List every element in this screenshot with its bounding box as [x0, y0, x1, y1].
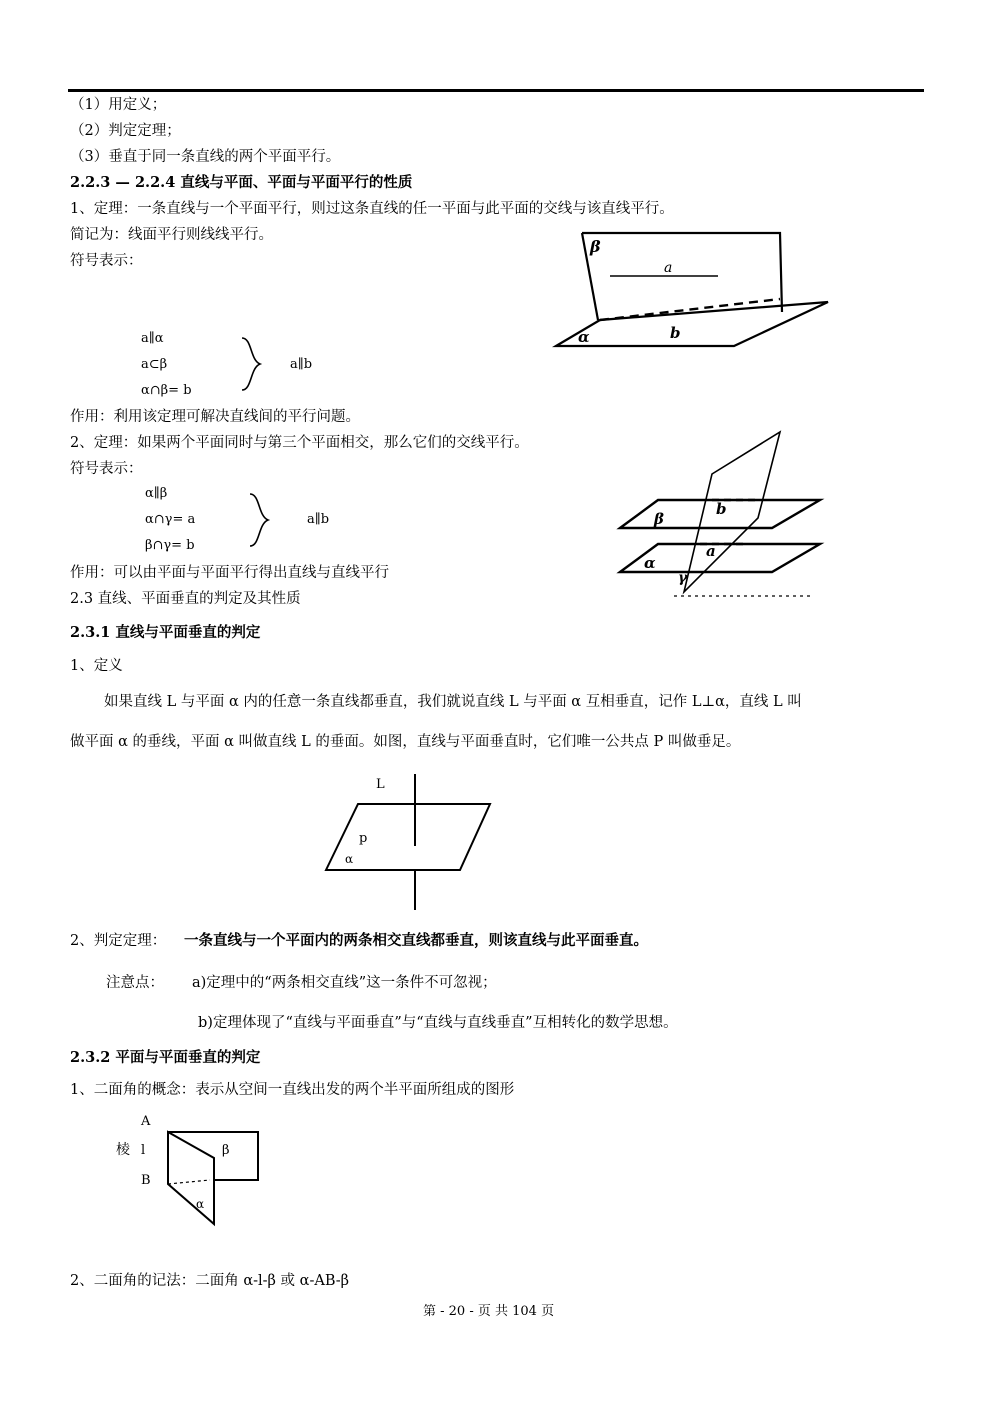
fig1-a-label: a [664, 260, 673, 276]
brace-icon [240, 336, 264, 392]
symbol-1-line-a: a∥α [141, 331, 164, 346]
fig2-beta-label: β [654, 510, 664, 528]
symbol-1-result: a∥b [290, 357, 313, 372]
theorem-1-text: 1、定理：一条直线与一个平面平行，则过这条直线的任一平面与此平面的交线与该直线平行。 [70, 201, 674, 217]
symbol-2-result: a∥b [307, 512, 330, 527]
definition-paragraph-line-1: 如果直线 L 与平面 α 内的任意一条直线都垂直，我们就说直线 L 与平面 α 互相垂直，记作 L⊥α，直线 L 叫 [104, 694, 802, 710]
page-footer: 第 - 20 - 页 共 104 页 [423, 1304, 555, 1319]
fig4-alpha-label: α [196, 1197, 205, 1211]
criterion-label: 2、判定定理： [70, 933, 167, 949]
note-item-b: b)定理体现了“直线与平面垂直”与“直线与直线垂直”互相转化的数学思想。 [198, 1015, 678, 1031]
fig2-alpha-label: α [644, 554, 656, 572]
theorem-2-symbol-label: 符号表示： [70, 461, 143, 477]
fig2-b-label: b [716, 500, 727, 518]
fig4-edge-label: 棱 [116, 1142, 130, 1158]
brace-icon [248, 492, 272, 548]
fig1-alpha-label: α [578, 328, 590, 346]
figure-dihedral-angle [110, 1110, 270, 1228]
fig3-L-label: L [376, 777, 385, 792]
fig4-l-label: l [141, 1143, 146, 1158]
symbol-2-line-c: β∩γ= b [145, 538, 195, 553]
section-heading-2-2-3: 2.2.3 — 2.2.4 直线与平面、平面与平面平行的性质 [70, 174, 413, 191]
symbol-1-line-b: a⊂β [141, 357, 168, 372]
figure-line-plane-perpendicular [320, 770, 496, 912]
symbol-2-line-b: α∩γ= a [145, 512, 196, 527]
theorem-1-symbol-label: 符号表示： [70, 253, 143, 269]
fig2-a-label: a [706, 542, 716, 560]
list-item-definition: （1）用定义； [70, 97, 167, 113]
list-item-theorem: （2）判定定理； [70, 123, 181, 139]
theorem-1-short: 简记为：线面平行则线线平行。 [70, 227, 273, 243]
section-heading-2-3-1: 2.3.1 直线与平面垂直的判定 [70, 624, 261, 641]
dihedral-definition: 1、二面角的概念：表示从空间一直线出发的两个半平面所组成的图形 [70, 1082, 515, 1098]
fig2-gamma-label: γ [678, 570, 688, 586]
symbol-2-line-a: α∥β [145, 486, 168, 501]
section-heading-2-3: 2.3 直线、平面垂直的判定及其性质 [70, 591, 301, 607]
symbol-1-line-c: α∩β= b [141, 383, 192, 398]
note-label: 注意点： [106, 975, 164, 991]
theorem-1-use: 作用：利用该定理可解决直线间的平行问题。 [70, 409, 360, 425]
fig1-beta-label: β [590, 237, 601, 256]
theorem-2-use: 作用：可以由平面与平面平行得出直线与直线平行 [70, 565, 389, 581]
header-rule [68, 89, 924, 92]
list-item-perpendicular: （3）垂直于同一条直线的两个平面平行。 [70, 149, 341, 165]
fig3-p-label: p [359, 831, 368, 846]
dihedral-notation: 2、二面角的记法：二面角 α-l-β 或 α-AB-β [70, 1273, 350, 1289]
fig4-A-label: A [141, 1114, 151, 1129]
definition-paragraph-line-2: 做平面 α 的垂线，平面 α 叫做直线 L 的垂面。如图，直线与平面垂直时，它们唯一公共点 P 叫做垂足。 [70, 734, 741, 750]
fig1-b-label: b [670, 324, 681, 342]
note-item-a: a)定理中的“两条相交直线”这一条件不可忽视； [192, 975, 497, 991]
section-heading-2-3-2: 2.3.2 平面与平面垂直的判定 [70, 1049, 261, 1066]
fig3-alpha-label: α [345, 852, 354, 866]
fig4-beta-label: β [222, 1143, 230, 1158]
definition-title: 1、定义 [70, 658, 123, 674]
fig4-B-label: B [141, 1173, 151, 1188]
figure-line-plane-parallel [550, 228, 830, 352]
criterion-text: 一条直线与一个平面内的两条相交直线都垂直，则该直线与此平面垂直。 [184, 932, 648, 949]
figure-parallel-planes-intersection [612, 428, 828, 600]
theorem-2-text: 2、定理：如果两个平面同时与第三个平面相交，那么它们的交线平行。 [70, 435, 529, 451]
